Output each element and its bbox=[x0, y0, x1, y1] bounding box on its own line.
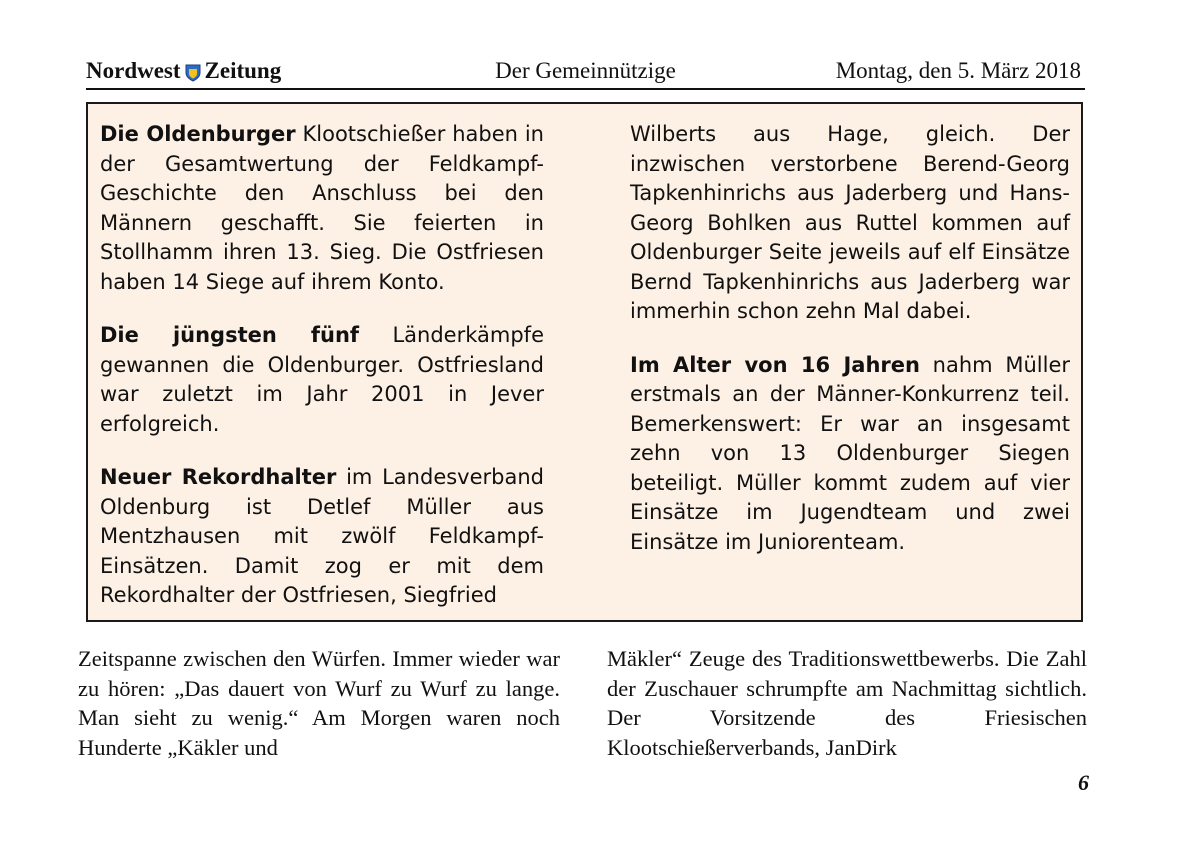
info-box bbox=[86, 102, 1083, 622]
paragraph-text: im Landesverband Oldenburg ist Detlef Müller aus Mentzhausen mit zwölf Feldkampf-Einsätzen. Damit zog er mit dem Rekordhalter der Ostfriesen, Siegfried bbox=[100, 465, 544, 607]
paragraph-lead: Die jüngsten fünf bbox=[100, 323, 360, 347]
issue-date: Montag, den 5. März 2018 bbox=[835, 58, 1081, 83]
info-paragraph bbox=[100, 463, 544, 611]
brand-name-left: Nordwest bbox=[86, 58, 181, 83]
paragraph-text: Klootschießer haben in der Gesamtwertung der Feldkampf-Geschichte den Anschluss bei den Männern geschafft. Sie feierten in Stollhamm ihren 13. Sieg. Die Ostfriesen haben 14 Siege auf ihrem Konto. bbox=[100, 122, 544, 294]
paragraph-text: Wilberts aus Hage, gleich. Der inzwischen verstorbene Berend-Georg Tapkenhinrichs aus Jaderberg und Hans-Georg Bohlken aus Ruttel kommen auf Oldenburger Seite jeweils auf elf Einsätze Bernd Tapkenhinrichs aus Jaderberg war immerhin schon zehn Mal dabei. bbox=[630, 122, 1070, 323]
info-box-right-column bbox=[630, 120, 1070, 581]
info-paragraph bbox=[100, 120, 544, 297]
page-header bbox=[86, 58, 1085, 90]
article-body-right: Mäkler“ Zeuge des Traditionswettbewerbs. Die Zahl der Zuschauer schrumpfte am Nachmittag sichtlich. Der Vorsitzende des Friesischen Klootschießerverbands, JanDirk bbox=[607, 646, 1087, 760]
info-paragraph bbox=[630, 120, 1070, 327]
section-title: Der Gemeinnützige bbox=[495, 58, 676, 83]
paragraph-lead: Neuer Rekordhalter bbox=[100, 465, 337, 489]
article-body-left: Zeitspanne zwischen den Würfen. Immer wieder war zu hören: „Das dauert von Wurf zu Wurf zu lange. Man sieht zu wenig.“ Am Morgen waren noch Hunderte „Käkler und bbox=[78, 646, 560, 760]
brand-name-right: Zeitung bbox=[204, 58, 282, 83]
paragraph-text: nahm Müller erstmals an der Männer-Konkurrenz teil. Bemerkenswert: Er war an insgesamt zehn von 13 Oldenburger Siegen beteiligt. Müller kommt zudem auf vier Einsätze im Jugendteam und zwei Einsätze im Juniorenteam. bbox=[630, 352, 1070, 554]
paragraph-lead: Im Alter von 16 Jahren bbox=[630, 352, 920, 377]
info-box-left-column bbox=[100, 120, 544, 635]
paragraph-text: Länderkämpfe gewannen die Oldenburger. Ostfriesland war zuletzt im Jahr 2001 in Jever erfolgreich. bbox=[100, 323, 544, 436]
paragraph-lead: Die Oldenburger bbox=[100, 122, 296, 146]
info-paragraph bbox=[100, 321, 544, 439]
page-number: 6 bbox=[1078, 770, 1089, 795]
info-paragraph bbox=[630, 351, 1070, 558]
